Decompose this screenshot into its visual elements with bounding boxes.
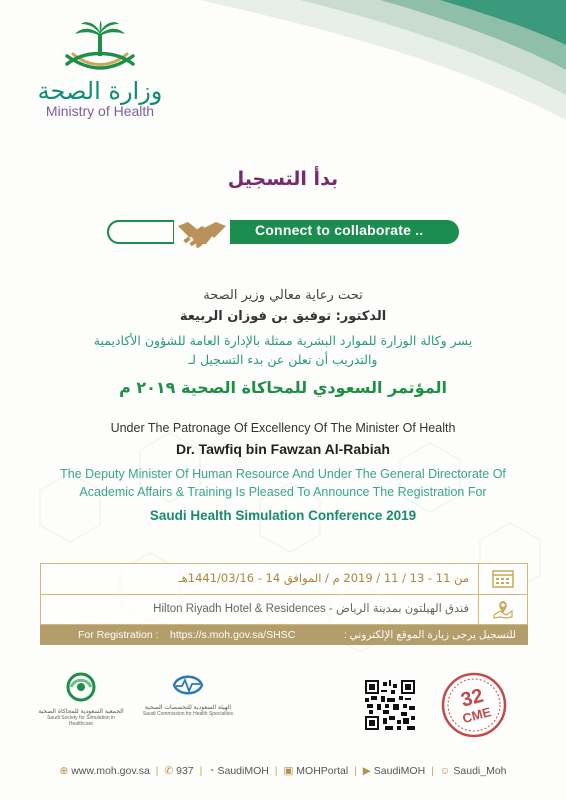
registration-label: For Registration :: [78, 629, 159, 641]
arabic-conference-name: المؤتمر السعودي للمحاكاة الصحية ٢٠١٩ م: [119, 378, 447, 397]
partner-2-arabic: الهيئة السعودية للتخصصات الصحية: [144, 704, 232, 711]
footer-twitter[interactable]: SaudiMOH: [217, 765, 269, 777]
youtube-icon: ▶: [362, 765, 371, 777]
footer-separator: |: [155, 765, 159, 777]
twitter-icon: ◔: [208, 765, 215, 777]
cme-label: CME: [460, 704, 493, 727]
event-info-box: [40, 563, 528, 625]
logo-english-text: Ministry of Health: [45, 103, 155, 119]
english-minister-name: Dr. Tawfiq bin Fawzan Al-Rabiah: [176, 441, 390, 457]
scfhs-emblem-icon: [170, 672, 206, 698]
footer-phone[interactable]: 937: [176, 765, 194, 777]
logo-arabic-text: وزارة الصحة: [37, 77, 163, 105]
partner-scfhs-logo: [138, 672, 238, 717]
arabic-patronage: تحت رعاية معالي وزير الصحة: [203, 288, 363, 303]
connect-banner-text: Connect to collaborate ..: [255, 222, 424, 238]
palm-swords-icon: [55, 20, 145, 75]
snapchat-icon: ☺: [439, 765, 451, 777]
connect-banner: [107, 220, 459, 244]
arabic-description-line1: يسر وكالة الوزارة للموارد البشرية ممثلة بالإدارة العامة للشؤون الأكاديمية: [93, 333, 473, 348]
partner-1-english: Saudi Society for Simulation in Healthcare: [47, 715, 115, 727]
registration-bar: [40, 625, 528, 645]
cme-number: 32: [458, 684, 486, 712]
arabic-description-line2: والتدريب أن تعلن عن بدء التسجيل لـ: [188, 352, 378, 367]
banner-left-cap: [107, 220, 173, 244]
event-date: من 11 - 13 / 11 / 2019 م / الموافق 14 - 1441/03/16هـ: [178, 571, 469, 585]
english-patronage: Under The Patronage Of Excellency Of The Minister Of Health: [110, 421, 456, 435]
arabic-minister-name: الدكتور: توفيق بن فوزان الربيعة: [179, 309, 387, 324]
footer-youtube[interactable]: SaudiMOH: [373, 765, 426, 777]
footer-snapchat[interactable]: Saudi_Moh: [453, 765, 507, 777]
english-conference-name: Saudi Health Simulation Conference 2019: [149, 508, 417, 523]
registration-started-title: بدأ التسجيل: [227, 168, 339, 190]
globe-icon: ⊕: [59, 765, 69, 777]
footer-separator: |: [274, 765, 278, 777]
portal-icon: ▣: [283, 765, 294, 777]
phone-icon: ✆: [164, 765, 174, 777]
footer-separator: |: [354, 765, 357, 777]
ministry-logo: [30, 20, 170, 130]
english-description-line2: Academic Affairs & Training Is Pleased To Announce The Registration For: [79, 485, 487, 499]
qr-code[interactable]: [365, 680, 415, 730]
calendar-icon: [478, 564, 527, 594]
footer-website[interactable]: www.moh.gov.sa: [71, 765, 150, 777]
partner-1-arabic: الجمعية السعودية للمحاكاة الصحية: [38, 708, 124, 715]
handshake-icon: [174, 212, 230, 252]
footer-portal[interactable]: MOHPortal: [296, 765, 349, 777]
ssh-emblem-icon: [63, 672, 99, 702]
footer-separator: |: [199, 765, 203, 777]
map-pin-icon: [478, 594, 527, 624]
date-row: [41, 564, 527, 595]
event-venue: Hilton Riyadh Hotel & Residences - فندق الهيلتون بمدينة الرياض: [153, 603, 469, 615]
venue-row: [41, 594, 527, 624]
cme-seal: [441, 672, 507, 738]
registration-link[interactable]: https://s.moh.gov.sa/SHSC: [170, 629, 296, 641]
footer-contacts: [0, 765, 566, 777]
partner-2-english: Saudi Commission for Health Specialties: [142, 711, 234, 717]
registration-label-arabic: للتسجيل يرجى زيارة الموقع الإلكتروني :: [343, 629, 516, 641]
footer-separator: |: [431, 765, 434, 777]
partner-ssh-logo: [36, 672, 126, 727]
english-description-line1: The Deputy Minister Of Human Resource And Under The General Directorate Of: [60, 467, 506, 481]
